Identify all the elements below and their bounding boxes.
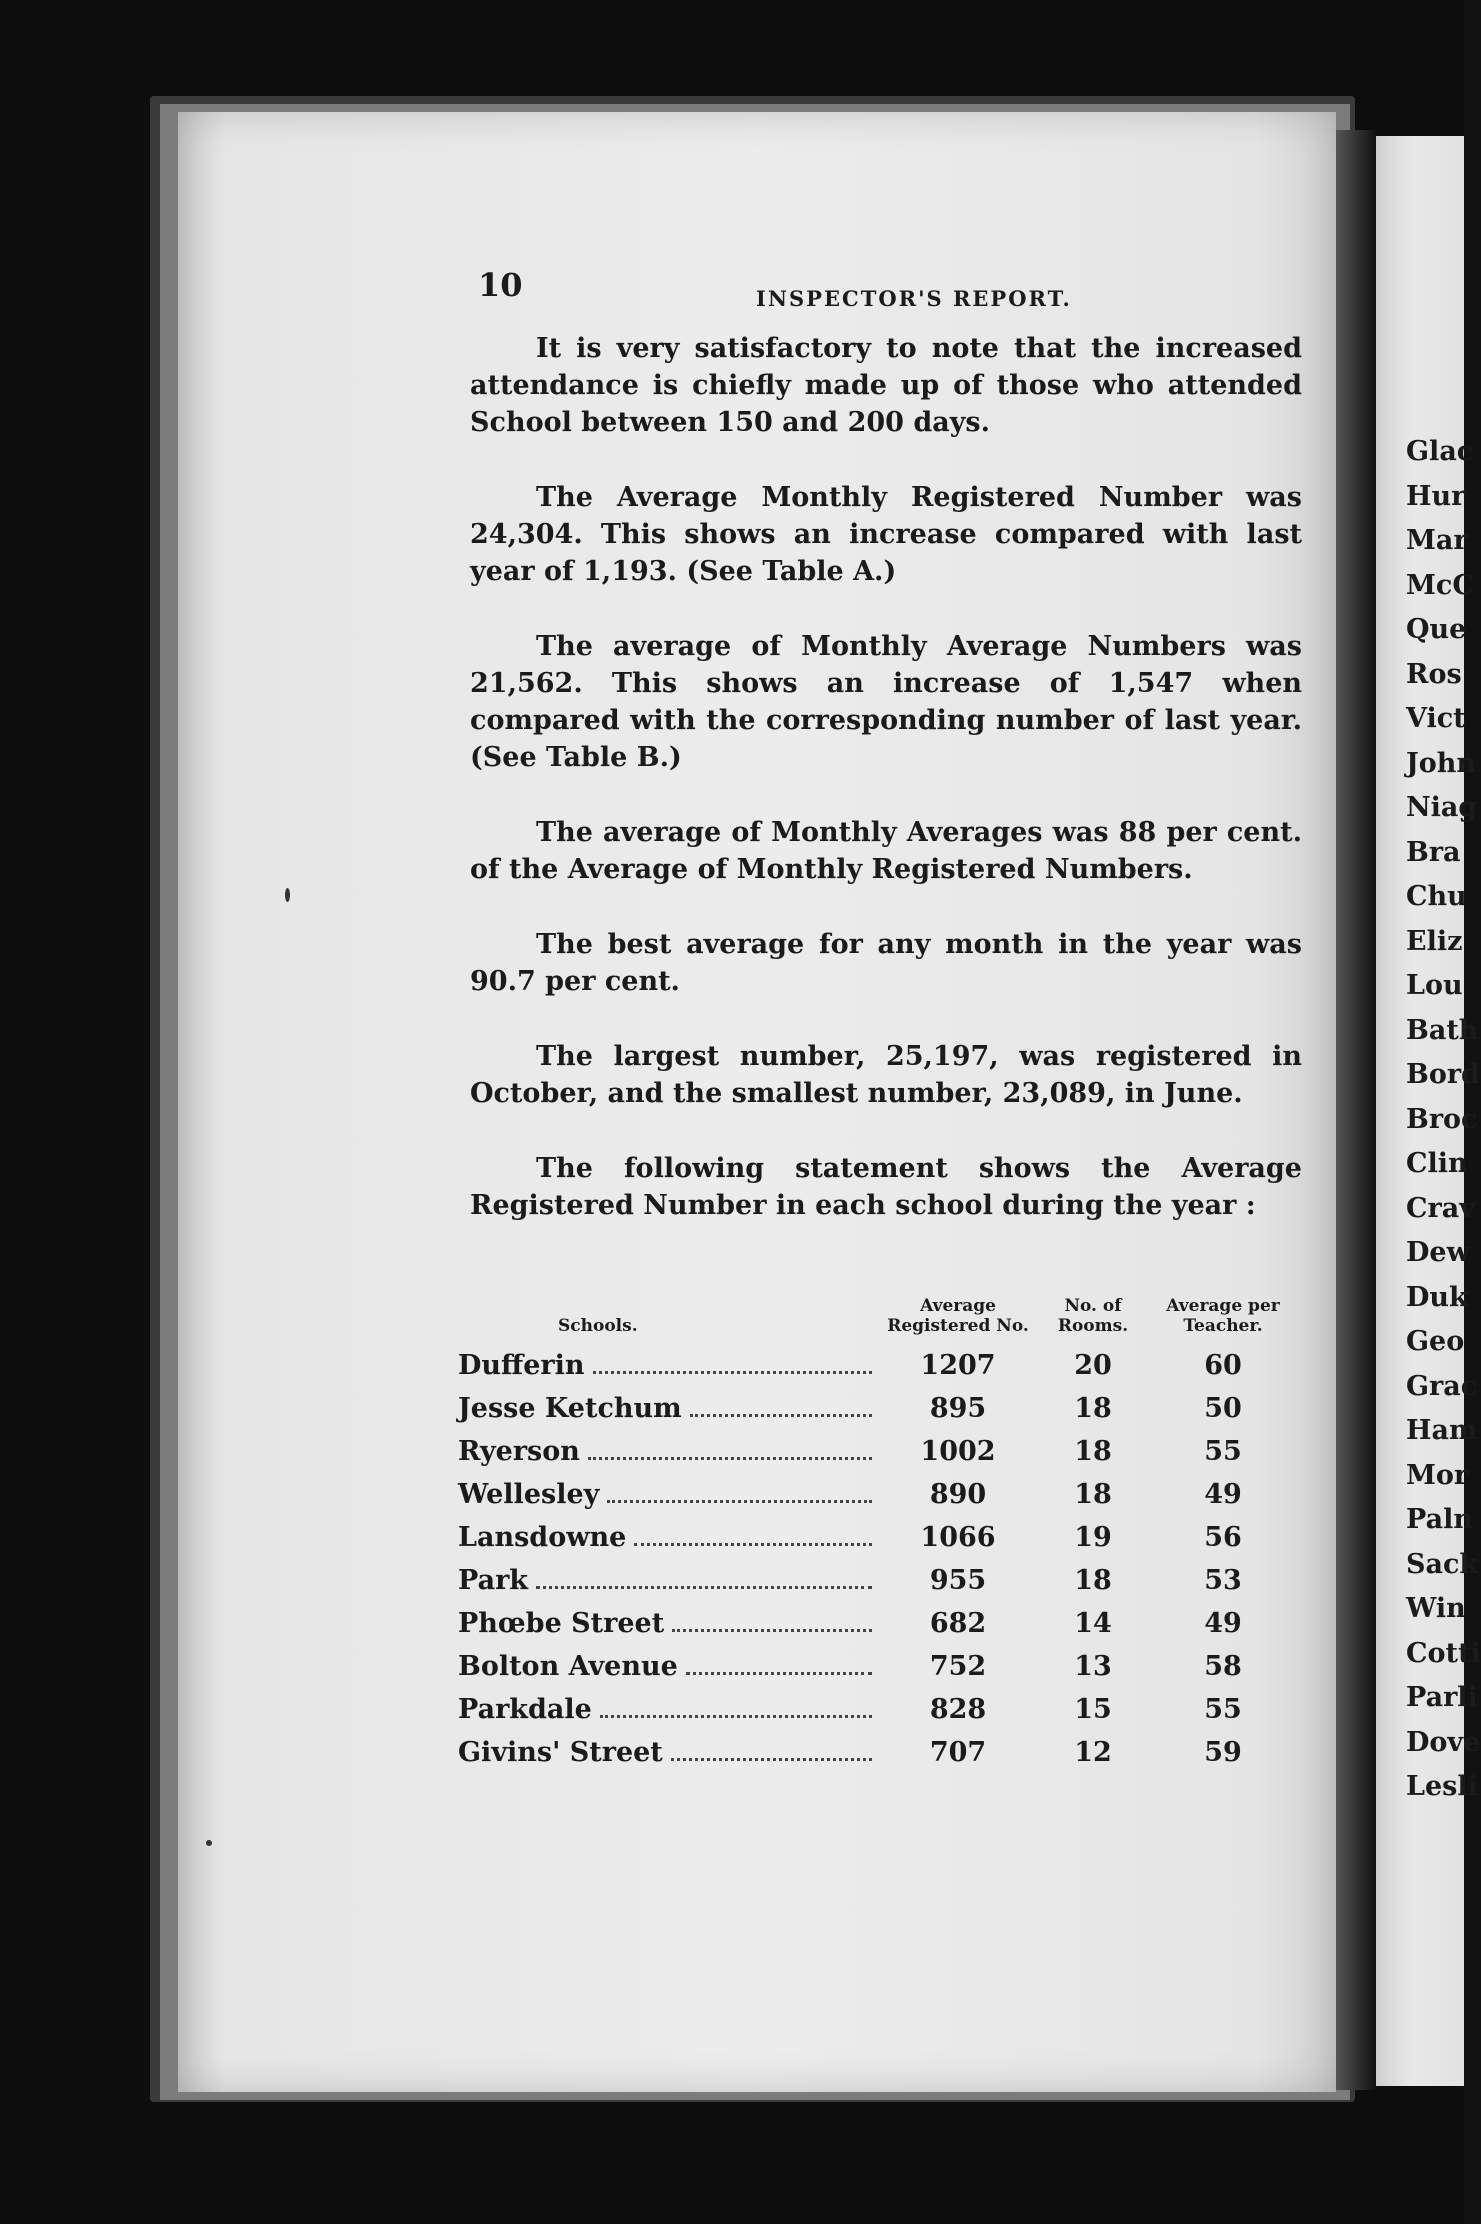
table-row [458,1688,1298,1731]
school-name-cell [458,1516,878,1559]
average-registered-cell: 1002 [920,1436,996,1467]
facing-page-fragment: Crav [1406,1192,1475,1224]
rooms-cell: 19 [1074,1522,1112,1553]
rooms-cell: 18 [1074,1479,1112,1510]
school-name: Wellesley [458,1479,600,1510]
facing-page-fragment: Bra [1406,836,1461,868]
paragraph: The best average for any month in the year was 90.7 per cent. [470,929,1302,997]
facing-page-fragment: Que [1406,614,1467,645]
dot-leader [672,1629,872,1632]
running-header-title: INSPECTOR'S REPORT. [756,286,1072,311]
average-per-teacher-cell: 49 [1204,1479,1242,1510]
facing-page-fragment: Eliz [1406,925,1463,957]
facing-page-fragment: Vict [1406,703,1466,734]
school-name: Dufferin [458,1350,585,1381]
school-name-cell [458,1645,878,1688]
header-average-registered: Average Registered No. [887,1296,1029,1336]
facing-page-fragment: Niag [1406,792,1478,823]
facing-page-fragment: Dew [1406,1237,1470,1268]
facing-page-fragment: Lou [1406,970,1463,1001]
rooms-cell: 18 [1074,1436,1112,1467]
table-row [458,1516,1298,1559]
facing-page-fragment: McC [1406,569,1474,601]
school-name: Ryerson [458,1436,580,1467]
facing-page-fragment: Ros [1406,658,1462,690]
average-per-teacher-cell: 55 [1204,1694,1242,1725]
average-per-teacher-cell: 60 [1204,1350,1242,1381]
average-registered-cell: 890 [929,1479,987,1510]
school-name: Jesse Ketchum [458,1393,682,1424]
dot-leader [607,1500,872,1503]
facing-page-fragment: Hur [1406,480,1466,512]
average-registered-cell: 752 [929,1651,987,1682]
facing-page-fragment: John [1406,747,1477,779]
average-per-teacher-cell: 50 [1204,1393,1242,1424]
dot-leader [671,1758,872,1761]
table-row [458,1559,1298,1602]
facing-page-fragment: Parli [1406,1682,1478,1713]
average-registered-cell: 682 [929,1608,987,1639]
school-name: Bolton Avenue [458,1651,678,1682]
school-name: Parkdale [458,1694,592,1725]
average-per-teacher-cell: 59 [1204,1737,1242,1768]
rooms-cell: 12 [1074,1737,1112,1768]
book-gutter [1336,130,1376,2090]
ink-mark [206,1840,212,1846]
facing-page-fragment: Bord [1406,1059,1480,1090]
average-registered-cell: 955 [929,1565,987,1596]
facing-page-fragment: Mar [1406,525,1468,556]
table-body [458,1344,1298,1774]
paragraph: The average of Monthly Averages was 88 per cent. of the Average of Monthly Registered Numbers. [470,817,1302,885]
facing-page-fragment: Mor [1406,1459,1469,1491]
school-name-cell [458,1688,878,1731]
dot-leader [593,1371,873,1374]
average-per-teacher-cell: 56 [1204,1522,1242,1553]
facing-page-fragment: Clin [1406,1148,1468,1179]
paragraph: The average of Monthly Average Numbers was 21,562. This shows an increase of 1,547 when compared with the corresponding number of last year. (See Table B.) [470,631,1302,773]
school-name-cell [458,1473,878,1516]
school-registration-table [458,1296,1298,1774]
school-name-cell [458,1344,878,1387]
rooms-cell: 18 [1074,1565,1112,1596]
dot-leader [686,1672,872,1675]
table-row [458,1387,1298,1430]
paragraph: The following statement shows the Average Registered Number in each school during the year : [470,1153,1302,1221]
school-name: Givins' Street [458,1737,663,1768]
average-registered-cell: 1207 [920,1350,996,1381]
school-name: Park [458,1565,529,1596]
facing-page-fragment: Duk [1406,1281,1468,1313]
average-per-teacher-cell: 55 [1204,1436,1242,1467]
facing-page-fragment: Lesli [1406,1771,1478,1802]
average-registered-cell: 1066 [920,1522,996,1553]
school-name: Phœbe Street [458,1608,665,1639]
facing-page-fragment: Paln [1406,1504,1473,1535]
school-name-cell [458,1559,878,1602]
facing-page-fragment: Win [1406,1593,1466,1624]
facing-page-fragment: Dove [1406,1726,1481,1758]
average-per-teacher-cell: 53 [1204,1565,1242,1596]
facing-page-fragment: Grac [1406,1370,1478,1402]
average-per-teacher-cell: 58 [1204,1651,1242,1682]
dot-leader [634,1543,872,1546]
average-registered-cell: 828 [929,1694,987,1725]
table-row [458,1645,1298,1688]
paragraph: It is very satisfactory to note that the increased attendance is chiefly made up of those who attended School between 150 and 200 days. [470,333,1302,438]
dot-leader [690,1414,872,1417]
school-name-cell [458,1430,878,1473]
average-registered-cell: 707 [929,1737,987,1768]
table-header-row [458,1296,1298,1344]
table-row [458,1430,1298,1473]
page-number: 10 [478,266,523,304]
paragraph: The largest number, 25,197, was registered in October, and the smallest number, 23,089, in June. [470,1041,1302,1109]
table-row [458,1473,1298,1516]
header-average-per-teacher: Average per Teacher. [1166,1296,1280,1336]
facing-page-fragment: Glac [1406,436,1474,467]
facing-page-fragment: Chu [1406,881,1467,912]
dot-leader [600,1715,872,1718]
facing-page-fragment: Ham [1406,1415,1478,1446]
facing-page-fragment: Broc [1406,1103,1478,1135]
rooms-cell: 18 [1074,1393,1112,1424]
facing-page-fragment: Sack [1406,1548,1479,1580]
body-text [470,330,1302,1262]
ink-mark [285,888,290,902]
header-schools: Schools. [558,1316,638,1336]
rooms-cell: 15 [1074,1694,1112,1725]
rooms-cell: 20 [1074,1350,1112,1381]
rooms-cell: 14 [1074,1608,1112,1639]
header-rooms: No. of Rooms. [1057,1296,1129,1336]
table-row [458,1731,1298,1774]
average-registered-cell: 895 [929,1393,987,1424]
dot-leader [588,1457,872,1460]
facing-page-fragment: Cotti [1406,1637,1481,1669]
school-name-cell [458,1602,878,1645]
facing-page-fragment: Geo [1406,1326,1465,1357]
school-name: Lansdowne [458,1522,627,1553]
facing-page [1376,136,1481,2086]
rooms-cell: 13 [1074,1651,1112,1682]
paragraph: The Average Monthly Registered Number was 24,304. This shows an increase compared with last year of 1,193. (See Table A.) [470,482,1302,587]
school-name-cell [458,1731,878,1774]
table-row [458,1602,1298,1645]
dot-leader [536,1586,872,1589]
facing-page-fragment: Bath [1406,1014,1479,1046]
average-per-teacher-cell: 49 [1204,1608,1242,1639]
school-name-cell [458,1387,878,1430]
table-row [458,1344,1298,1387]
